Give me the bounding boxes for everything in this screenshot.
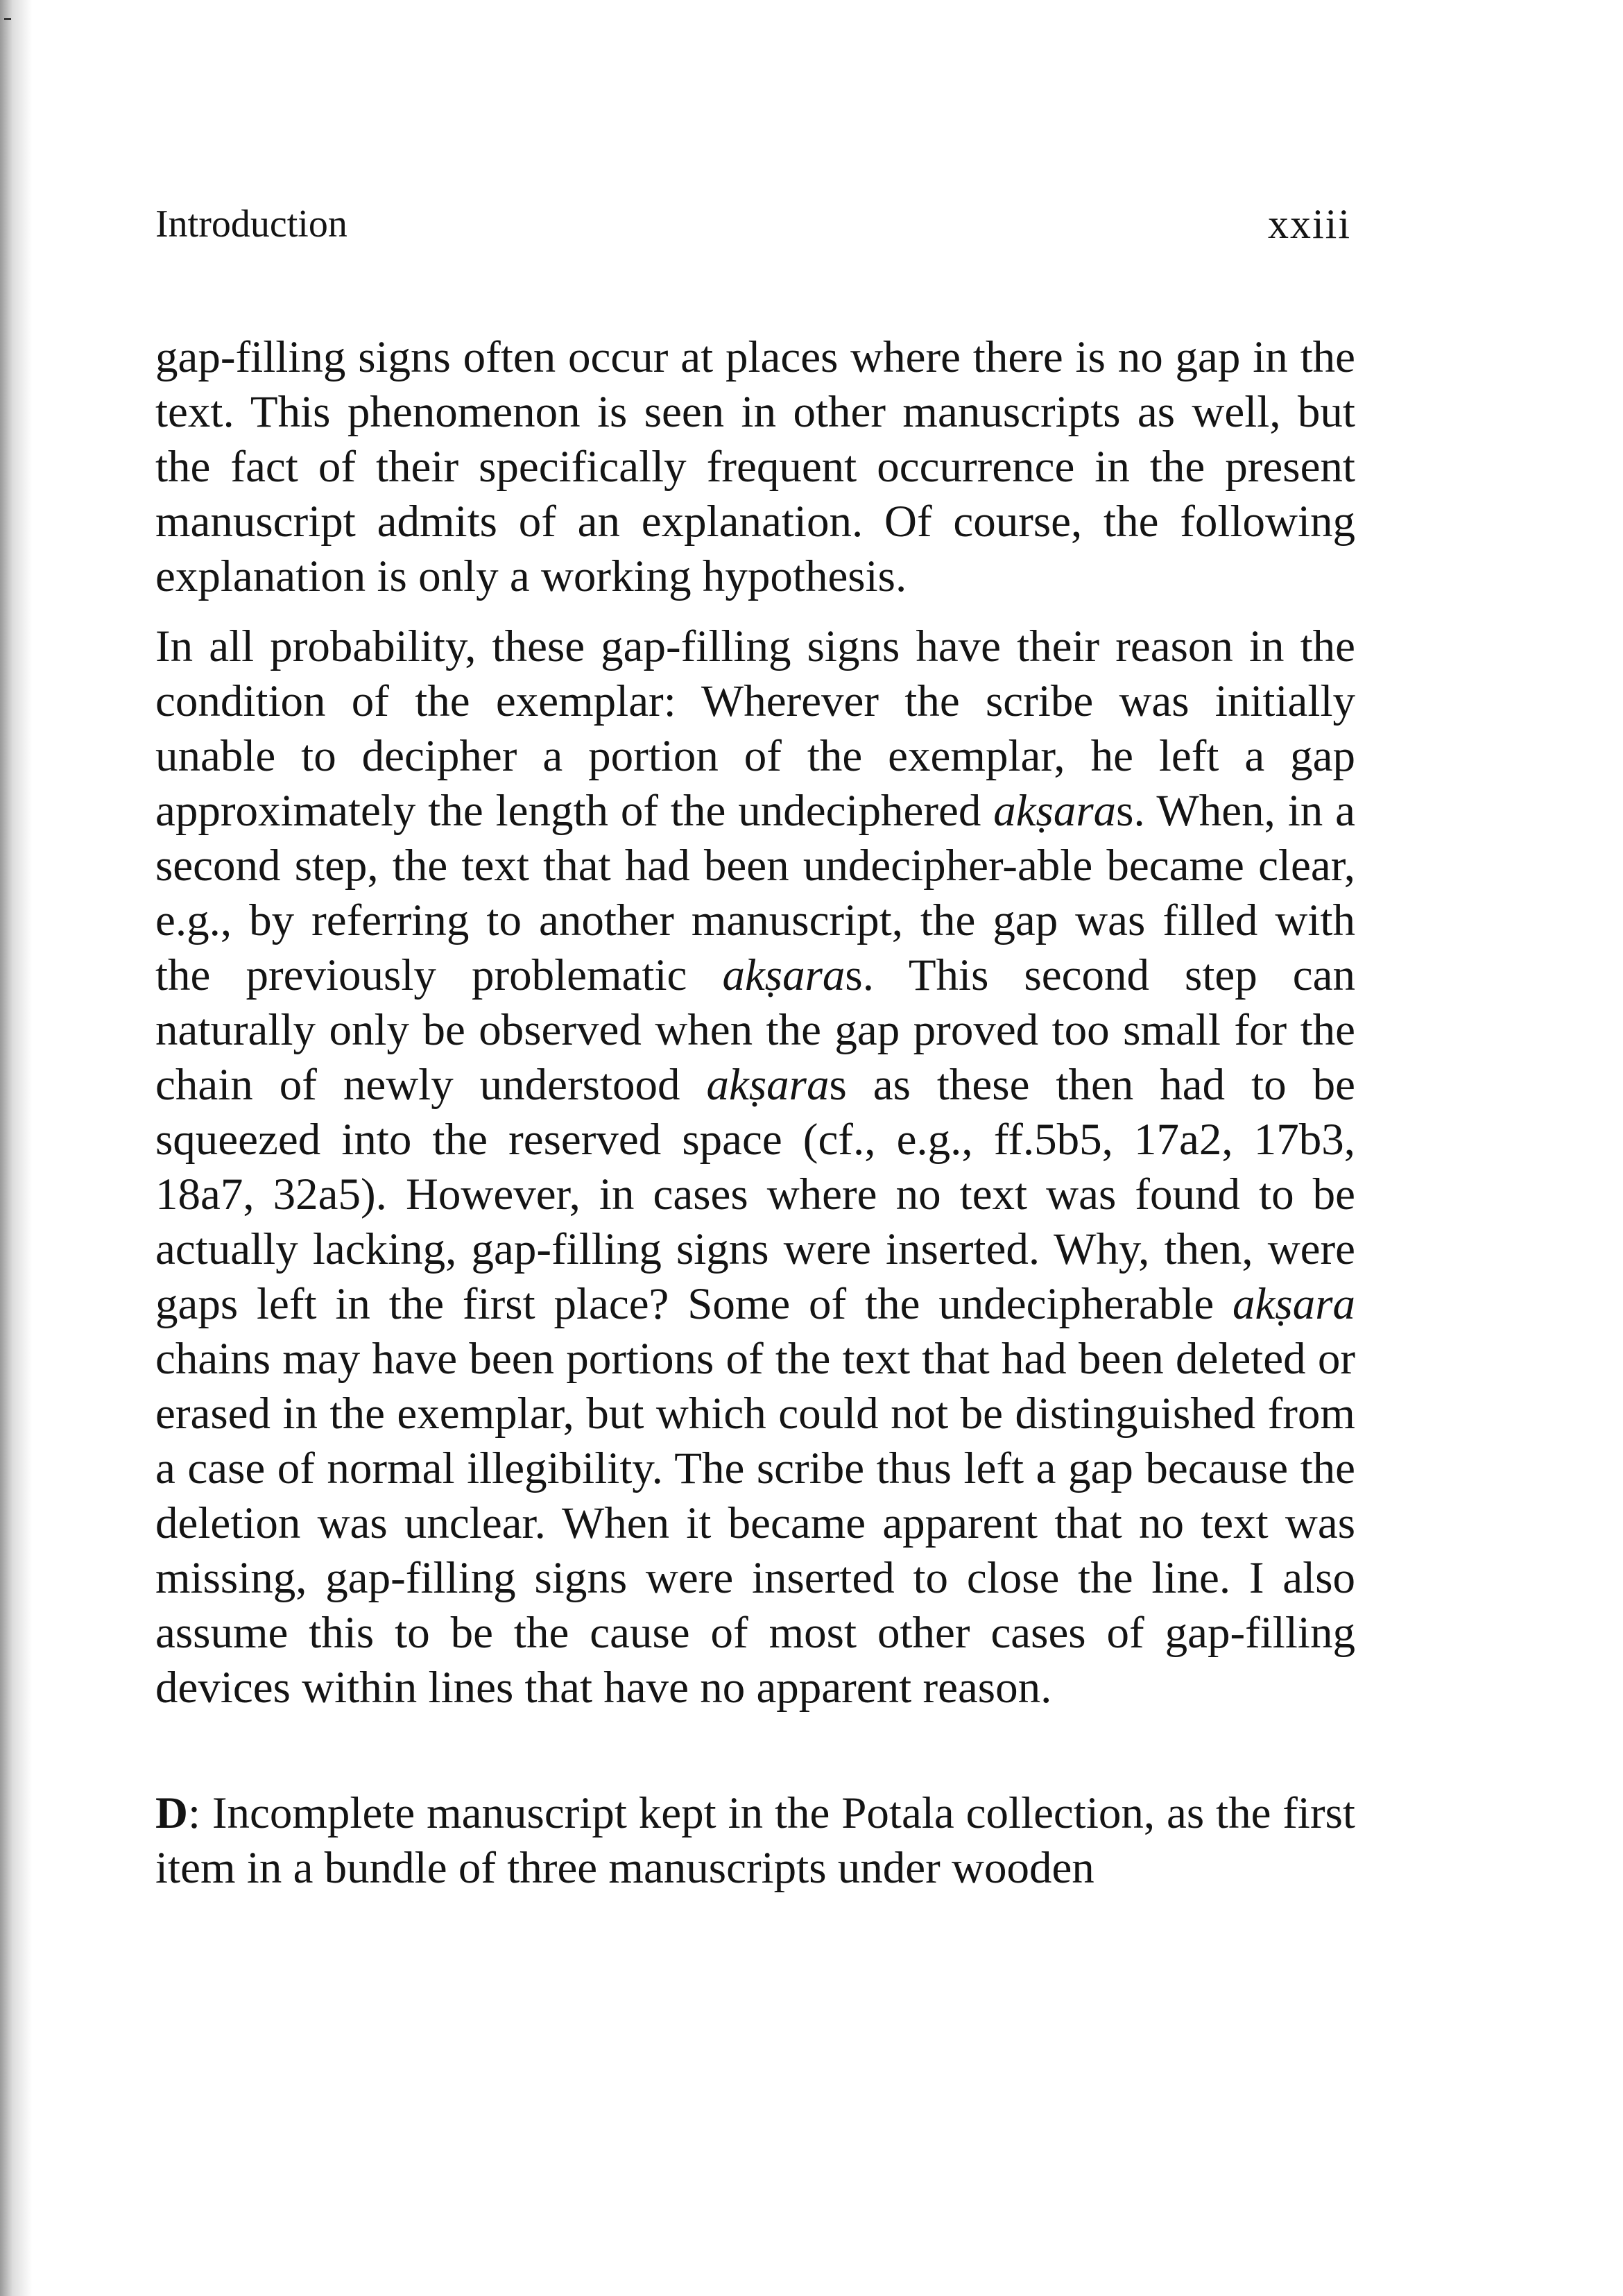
term-aksara: akṣara (1233, 1279, 1355, 1329)
body-text (155, 330, 1355, 1896)
text-segment: s as these then had to be squeezed into the reserved space (cf., e.g., ff.5b5, 17a2, 17b3, 18a7, 32a5). However, in cases where no text was found to be actually lacking, gap-filling signs were inserted. Why, then, were gaps left in the first place? Some of the undecipherable (155, 1060, 1355, 1329)
term-aksara: akṣara (993, 786, 1117, 836)
manuscript-sigil: D (155, 1788, 188, 1838)
text-segment: chains may have been portions of the text that had been deleted or erased in the exemplar, but which could not be distinguished from a case of normal illegibility. The scribe thus left a gap because the deletion was unclear. When it became apparent that no text was missing, gap-filling signs were inserted to close the line. I also assume this to be the cause of most other cases of gap-filling devices within lines that have no apparent reason. (155, 1334, 1355, 1713)
text-segment: In all probability, these gap-filling signs have their reason in the condition of the exemplar: Wherever the scribe was initially unable to decipher a portion of the exemplar, he left a gap approximately the length of the undeciphered (155, 622, 1355, 836)
text-segment: s. When, in a second step, the text that had been undecipher-able became clear, e.g., by referring to another manuscript, the gap was filled with the previously problematic (155, 786, 1355, 1000)
paragraph-manuscript-d (155, 1786, 1355, 1896)
paragraph-exemplar-hypothesis (155, 619, 1355, 1715)
running-title: Introduction (155, 203, 347, 246)
binding-shadow (0, 0, 32, 2296)
term-aksara: akṣara (706, 1060, 830, 1110)
scan-corner-mark (4, 18, 11, 20)
text-segment: s. This second step can naturally only be observed when the gap proved too small for the chain of newly understood (155, 950, 1355, 1110)
page-number: xxiii (1267, 201, 1351, 247)
running-head (155, 200, 1351, 248)
term-aksara: akṣara (722, 950, 845, 1000)
manuscript-description: : Incomplete manuscript kept in the Potala collection, as the first item in a bundle of three manuscripts under wooden (155, 1788, 1355, 1893)
paragraph-gap-filling-signs: gap-filling signs often occur at places where there is no gap in the text. This phenomenon is seen in other manuscripts as well, but the fact of their specifically frequent occurrence in the present manuscript admits of an explanation. Of course, the following explanation is only a working hypothesis. (155, 332, 1355, 601)
